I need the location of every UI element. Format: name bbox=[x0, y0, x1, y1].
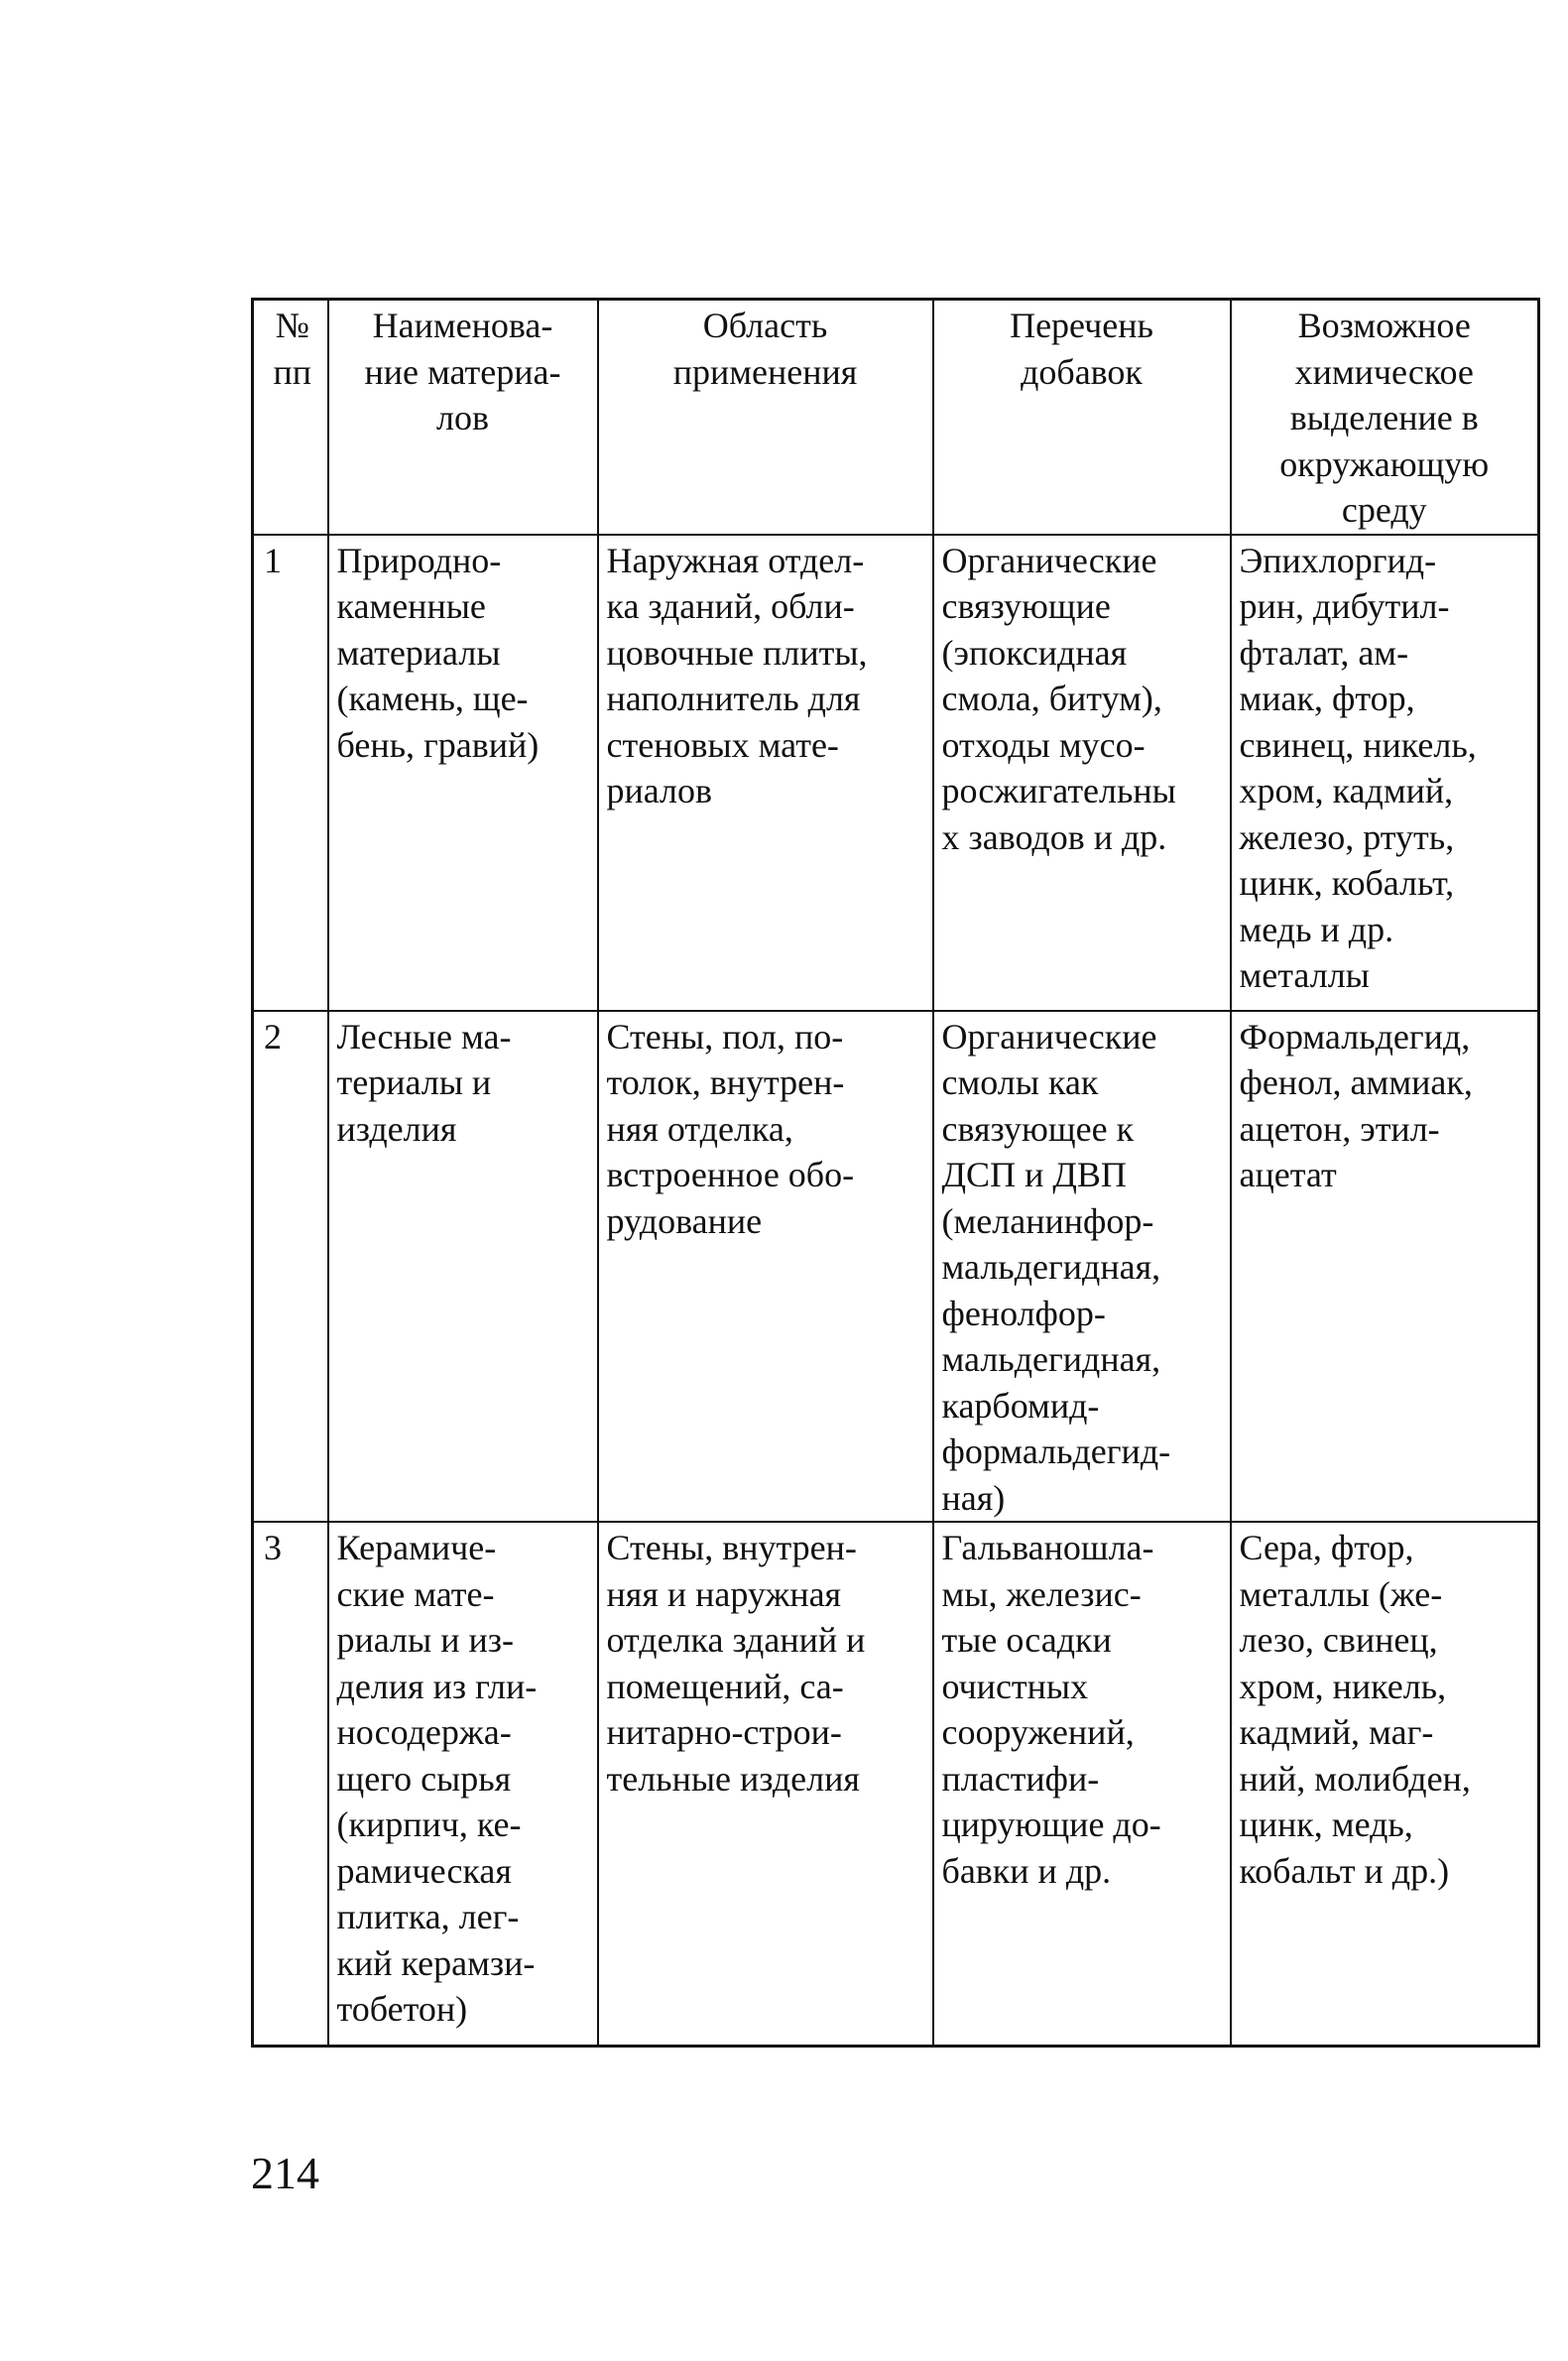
table-row bbox=[253, 535, 1539, 1011]
row-application: Стены, пол, по- толок, внутрен- няя отделка, встроенное обо- рудование bbox=[598, 1011, 933, 1523]
row-material: Природно- каменные материалы (камень, ще- бень, гравий) bbox=[328, 535, 598, 1011]
row-emissions: Сера, фтор, металлы (же- лезо, свинец, хром, никель, кадмий, маг- ний, молибден, цинк, медь, кобальт и др.) bbox=[1231, 1522, 1539, 2046]
table-header-row bbox=[253, 300, 1539, 535]
row-application: Стены, внутрен- няя и наружная отделка зданий и помещений, са- нитарно-строи- тельные изделия bbox=[598, 1522, 933, 2046]
header-application: Область применения bbox=[598, 300, 933, 535]
header-additives: Перечень добавок bbox=[933, 300, 1231, 535]
row-additives: Органические связующие (эпоксидная смола, битум), отходы мусо- росжигательны х заводов и др. bbox=[933, 535, 1231, 1011]
row-number: 3 bbox=[253, 1522, 328, 2046]
row-application: Наружная отдел- ка зданий, обли- цовочные плиты, наполнитель для стеновых мате- риалов bbox=[598, 535, 933, 1011]
row-additives: Органические смолы как связующее к ДСП и ДВП (меланинфор- мальдегидная, фенолфор- мальдегидная, карбомид- формальдегид- ная) bbox=[933, 1011, 1231, 1523]
header-material: Наименова- ние материа- лов bbox=[328, 300, 598, 535]
row-material: Лесные ма- териалы и изделия bbox=[328, 1011, 598, 1523]
row-emissions: Формальдегид, фенол, аммиак, ацетон, этил- ацетат bbox=[1231, 1011, 1539, 1523]
table-row bbox=[253, 1522, 1539, 2046]
row-number: 2 bbox=[253, 1011, 328, 1523]
row-number: 1 bbox=[253, 535, 328, 1011]
header-emissions: Возможное химическое выделение в окружающую среду bbox=[1231, 300, 1539, 535]
materials-table bbox=[251, 298, 1540, 2048]
row-material: Керамиче- ские мате- риалы и из- делия из гли- носодержа- щего сырья (кирпич, ке- рамическая плитка, лег- кий керамзи- тобетон) bbox=[328, 1522, 598, 2046]
header-number: № пп bbox=[253, 300, 328, 535]
page-number: 214 bbox=[251, 2148, 319, 2198]
table-row bbox=[253, 1011, 1539, 1523]
row-additives: Гальваношла- мы, железис- тые осадки очистных сооружений, пластифи- цирующие до- бавки и др. bbox=[933, 1522, 1231, 2046]
row-emissions: Эпихлоргид- рин, дибутил- фталат, ам- миак, фтор, свинец, никель, хром, кадмий, железо, ртуть, цинк, кобальт, медь и др. металлы bbox=[1231, 535, 1539, 1011]
